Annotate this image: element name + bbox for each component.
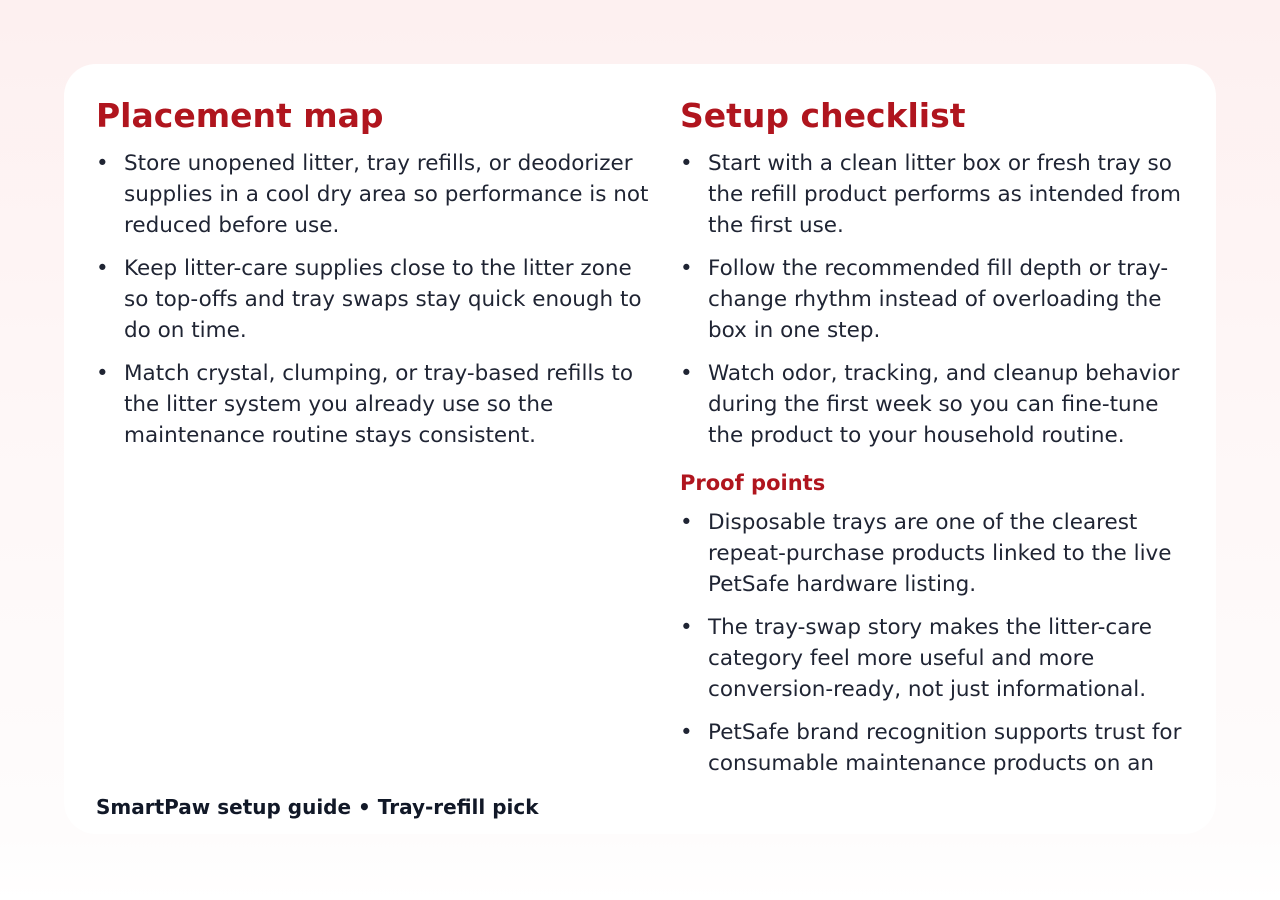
setup-checklist-section <box>680 94 1190 791</box>
list-item: • Disposable trays are one of the clearest repeat-purchase products linked to the live PetSafe hardware listing. <box>680 507 1190 600</box>
list-item: • Keep litter-care supplies close to the litter zone so top-offs and tray swaps stay quick enough to do on time. <box>96 253 656 346</box>
placement-map-list <box>96 148 656 451</box>
list-item: • PetSafe brand recognition supports trust for consumable maintenance products on an <box>680 717 1190 779</box>
guide-footer: SmartPaw setup guide • Tray-refill pick <box>96 795 539 819</box>
guide-card <box>64 64 1216 834</box>
list-item: • Match crystal, clumping, or tray-based refills to the litter system you already use so the maintenance routine stays consistent. <box>96 358 656 451</box>
placement-map-heading: Placement map <box>96 96 384 135</box>
setup-checklist-list <box>680 148 1190 451</box>
list-item: • Store unopened litter, tray refills, or deodorizer supplies in a cool dry area so performance is not reduced before use. <box>96 148 656 241</box>
proof-points-list <box>680 507 1190 779</box>
placement-map-section <box>96 94 656 463</box>
list-item: • Start with a clean litter box or fresh tray so the refill product performs as intended from the first use. <box>680 148 1190 241</box>
list-item: • Watch odor, tracking, and cleanup behavior during the first week so you can fine-tune the product to your household routine. <box>680 358 1190 451</box>
proof-points-heading: Proof points <box>680 471 826 495</box>
list-item: • Follow the recommended fill depth or tray-change rhythm instead of overloading the box in one step. <box>680 253 1190 346</box>
setup-checklist-heading: Setup checklist <box>680 96 966 135</box>
list-item: • The tray-swap story makes the litter-care category feel more useful and more conversion-ready, not just informational. <box>680 612 1190 705</box>
